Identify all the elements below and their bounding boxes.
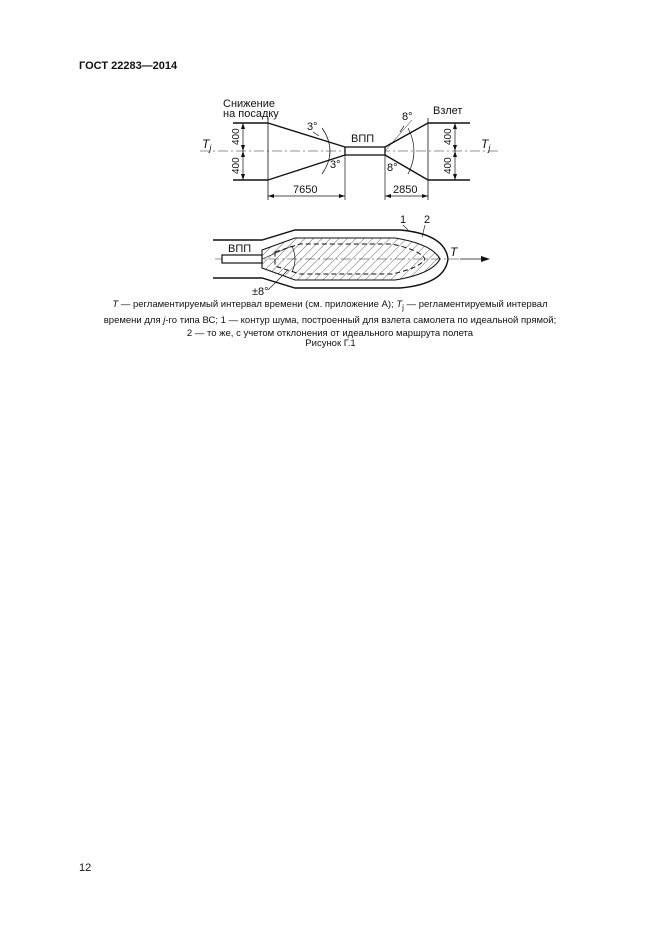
- dim-400-left-bottom: 400: [231, 157, 242, 174]
- runway-lower: [222, 255, 262, 263]
- contour-2-label: 2: [424, 214, 431, 226]
- angle-3-top: 3°: [307, 121, 318, 133]
- dim-400-right-top: 400: [443, 128, 454, 145]
- figure-caption: [100, 298, 560, 340]
- tj-right: $T_j$: [481, 137, 491, 153]
- caption-t: T: [112, 299, 119, 310]
- label-landing-line2: на посадку: [223, 108, 279, 120]
- label-landing-line1: Снижение: [223, 98, 275, 110]
- angle-8-bottom: 8°: [387, 162, 398, 174]
- label-takeoff: Взлет: [433, 105, 463, 117]
- dim-400-left-top: 400: [231, 128, 242, 145]
- caption-part3: -го типа ВС; 1 — контур шума, построенный для взлета самолета по идеальной прямой; 2 — то же, с учетом отклонения от идеального маршрута полета: [165, 314, 557, 339]
- t-label: T: [450, 245, 458, 259]
- direction-arrow: [481, 256, 490, 262]
- caption-tj-sub: j: [402, 302, 404, 312]
- caption-tj: T: [396, 299, 403, 310]
- caption-part1: — регламентируемый интервал времени (см. приложение А);: [118, 299, 397, 310]
- distance-2850: 2850: [393, 184, 418, 196]
- figure-title: Рисунок Г.1: [305, 338, 356, 349]
- noise-contour-figure: [0, 0, 661, 300]
- page-number: 12: [79, 862, 92, 874]
- runway-upper: [345, 147, 385, 155]
- contour-1-label: 1: [400, 214, 407, 226]
- angle-pm8: ±8°: [252, 286, 269, 298]
- dim-400-right-bottom: 400: [443, 157, 454, 174]
- caption-j: j: [163, 314, 166, 326]
- distance-7650: 7650: [293, 184, 318, 196]
- runway-label-lower: ВПП: [228, 243, 252, 255]
- angle-8-top: 8°: [402, 111, 413, 123]
- runway-label-upper: ВПП: [351, 133, 375, 145]
- angle-3-bottom: 3°: [330, 159, 341, 171]
- caption-part2: — регламентируемый интервал времени для: [103, 299, 548, 326]
- tj-left: $T_j$: [202, 137, 212, 153]
- document-header: ГОСТ 22283—2014: [79, 60, 178, 72]
